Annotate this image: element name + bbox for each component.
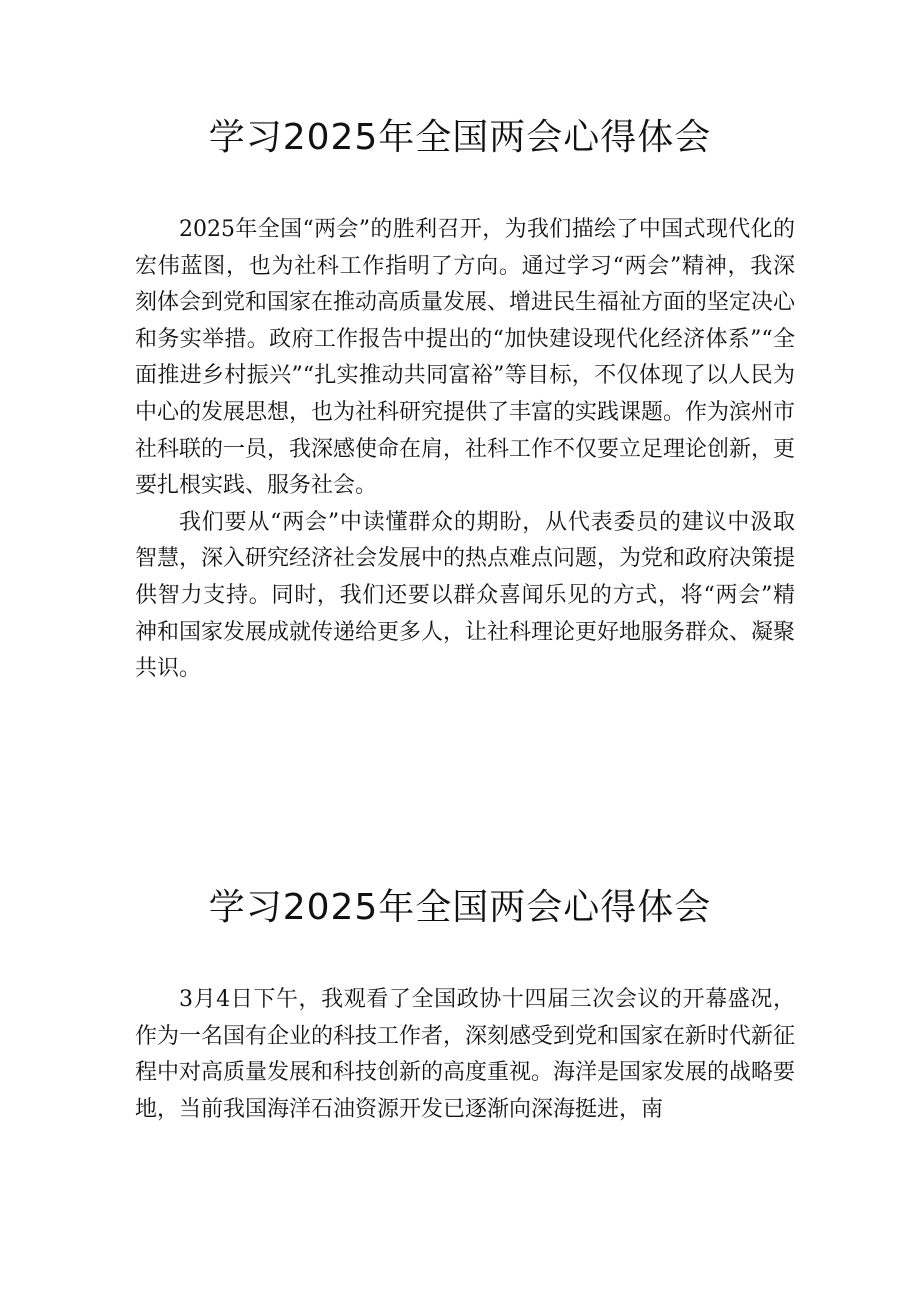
section-body-1: [135, 212, 795, 688]
section-title-2: 学习2025年全国两会心得体会: [208, 887, 712, 928]
paragraph: 我们要从“两会”中读懂群众的期盼，从代表委员的建议中汲取智慧，深入研究经济社会发展中的热点难点问题，为党和政府决策提供智力支持。同时，我们还要以群众喜闻乐见的方式，将“两会”精神和国家发展成就传递给更多人，让社科理论更好地服务群众、凝聚共识。: [135, 509, 796, 682]
paragraph: 3月4日下午，我观看了全国政协十四届三次会议的开幕盛况，作为一名国有企业的科技工作者，深刻感受到党和国家在新时代新征程中对高质量发展和科技创新的高度重视。海洋是国家发展的战略要地，当前我国海洋石油资源开发已逐渐向深海挺进，南: [135, 987, 796, 1122]
paragraph: 2025年全国“两会”的胜利召开，为我们描绘了中国式现代化的宏伟蓝图，也为社科工作指明了方向。通过学习“两会”精神，我深刻体会到党和国家在推动高质量发展、增进民生福祉方面的坚定决心和务实举措。政府工作报告中提出的“加快建设现代化经济体系”“全面推进乡村振兴”“扎实推动共同富裕”等目标，不仅体现了以人民为中心的发展思想，也为社科研究提供了丰富的实践课题。作为滨州市社科联的一员，我深感使命在肩，社科工作不仅要立足理论创新，更要扎根实践、服务社会。: [135, 217, 796, 499]
section-body-2: [135, 982, 795, 1128]
section-title-1: 学习2025年全国两会心得体会: [208, 117, 712, 158]
